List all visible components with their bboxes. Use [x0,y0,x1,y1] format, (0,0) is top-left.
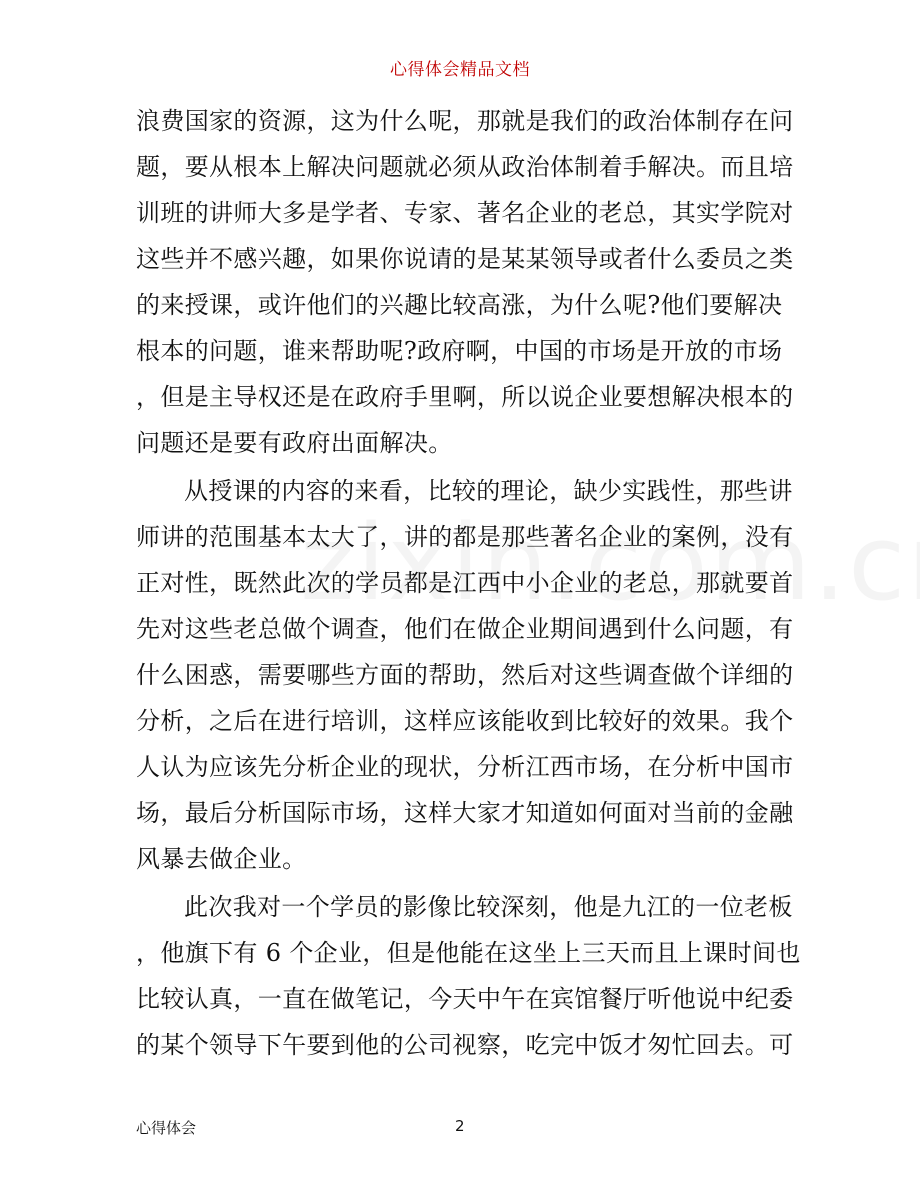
text-line: 题，要从根本上解决问题就必须从政治体制着手解决。而且培 [136,153,794,181]
text-line: 训班的讲师大多是学者、专家、著名企业的老总，其实学院对 [136,199,794,227]
text-line: 风暴去做企业。 [136,845,307,873]
text-line: 浪费国家的资源，这为什么呢，那就是我们的政治体制存在问 [136,107,794,135]
text-line: 根本的问题，谁来帮助呢?政府啊，中国的市场是开放的市场 [136,337,783,365]
text-line: 场，最后分析国际市场，这样大家才知道如何面对当前的金融 [136,799,794,827]
text-line: 问题还是要有政府出面解决。 [136,429,453,457]
text-line: 师讲的范围基本太大了，讲的都是那些著名企业的案例，没有 [136,523,794,551]
document-body [136,98,801,1068]
text-line: 的来授课，或许他们的兴趣比较高涨，为什么呢?他们要解决 [136,291,783,319]
text-line: 人认为应该先分析企业的现状，分析江西市场，在分析中国市 [136,753,794,781]
footer-label: 心得体会 [136,1119,197,1137]
text-line: 分析，之后在进行培训，这样应该能收到比较好的效果。我个 [136,707,794,735]
text-line: 先对这些老总做个调查，他们在做企业期间遇到什么问题，有 [136,615,794,643]
text-line: ，他旗下有 6 个企业，但是他能在这坐上三天而且上课时间也 [136,939,801,967]
text-line: 的某个领导下午要到他的公司视察，吃完中饭才匆忙回去。可 [136,1031,794,1059]
page-header-title: 心得体会精品文档 [390,60,530,80]
text-line: 这些并不感兴趣，如果你说请的是某某领导或者什么委员之类 [136,245,794,273]
text-line: 比较认真，一直在做笔记，今天中午在宾馆餐厅听他说中纪委 [136,985,794,1013]
text-line: 正对性，既然此次的学员都是江西中小企业的老总，那就要首 [136,569,794,597]
paragraph-first-line: 从授课的内容的来看，比较的理论，缺少实践性，那些讲 [184,477,793,505]
text-line: 什么困惑，需要哪些方面的帮助，然后对这些调查做个详细的 [136,661,794,689]
paragraph-first-line: 此次我对一个学员的影像比较深刻，他是九江的一位老板 [184,893,793,921]
page-number: 2 [455,1117,465,1135]
text-line: ，但是主导权还是在政府手里啊，所以说企业要想解决根本的 [136,383,794,411]
